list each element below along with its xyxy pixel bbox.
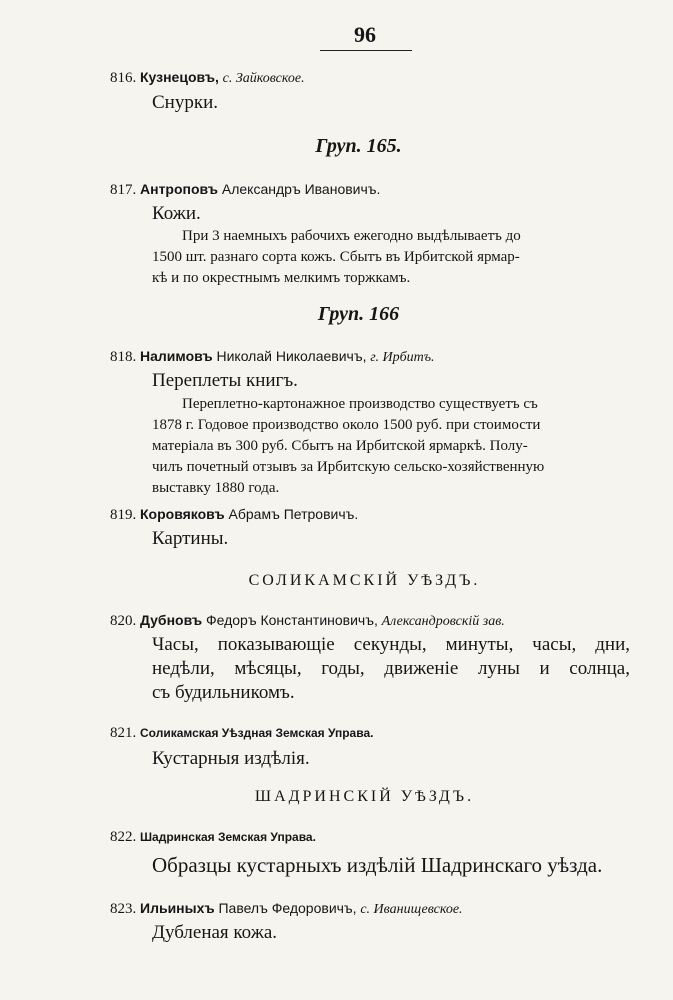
exhibitor-place: г. Ирбитъ. bbox=[370, 350, 435, 365]
entry-823-item: Дубленая кожа. bbox=[152, 922, 278, 943]
entry-816-header: 816. Кузнецовъ, с. Зайковское. bbox=[110, 69, 305, 86]
entry-818-item: Переплеты книгъ. bbox=[152, 370, 298, 391]
exhibitor-name: Коровяковъ bbox=[140, 506, 225, 522]
exhibitor-name: Кузнецовъ, bbox=[140, 69, 219, 85]
entry-819-item: Картины. bbox=[152, 528, 229, 549]
entry-818-header: 818. Налимовъ Николай Николаевичъ, г. Ирбитъ. bbox=[110, 348, 435, 365]
entry-822-item: Образцы кустарныхъ издѣлій Шадринскаго уѣзда. bbox=[152, 853, 603, 877]
exhibitor-name: Дубновъ bbox=[140, 612, 203, 628]
exhibitor-place: с. Иванищевское. bbox=[360, 902, 463, 917]
entry-818-description: Переплетно-картонажное производство существуетъ съ 1878 г. Годовое производство около 1500 руб. при стоимости матеріала въ 300 руб. Сбытъ на Ирбитской ярмаркѣ. Полу- чилъ почетный отзывъ за Ирбитскую сельско-хозяйственную выставку 1880 года. bbox=[152, 396, 545, 496]
entry-822-header: 822. Шадринская Земская Управа. bbox=[110, 829, 316, 845]
entry-817-header: 817. Антроповъ Александръ Ивановичъ. bbox=[110, 181, 381, 198]
entry-821-header: 821. Соликамская Уѣздная Земская Управа. bbox=[110, 725, 374, 741]
entry-820-header: 820. Дубновъ Федоръ Константиновичъ, Александровскій зав. bbox=[110, 612, 505, 629]
entry-819-header: 819. Коровяковъ Абрамъ Петровичъ. bbox=[110, 506, 359, 523]
exhibitor-name: Налимовъ bbox=[140, 348, 213, 364]
district-heading-solikamsk: СОЛИКАМСКІЙ УѢЗДЪ. bbox=[248, 572, 481, 589]
exhibitor-place: с. Зайковское. bbox=[222, 71, 305, 86]
page-number-rule bbox=[320, 50, 412, 51]
exhibitor-organization: Шадринская Земская Управа. bbox=[140, 830, 316, 844]
page-number: 96 bbox=[354, 22, 376, 47]
entry-816-item: Снурки. bbox=[152, 92, 218, 113]
entry-817-item: Кожи. bbox=[152, 203, 201, 224]
entry-820-item: Часы, показывающіе секунды, минуты, часы, дни, недѣли, мѣсяцы, годы, движеніе луны и солнца, съ будильникомъ. bbox=[152, 634, 630, 703]
district-heading-shadrinsk: ШАДРИНСКІЙ УѢЗДЪ. bbox=[254, 788, 475, 805]
exhibitor-place: Александровскій зав. bbox=[381, 614, 505, 629]
exhibitor-name: Ильиныхъ bbox=[140, 900, 215, 916]
entry-823-header: 823. Ильиныхъ Павелъ Федоровичъ, с. Иванищевское. bbox=[110, 900, 463, 917]
entry-817-description: При 3 наемныхъ рабочихъ ежегодно выдѣлываетъ до 1500 шт. разнаго сорта кожъ. Сбытъ въ Ирбитской ярмар- кѣ и по окрестнымъ мелкимъ торжкамъ. bbox=[152, 228, 521, 286]
group-heading-165: Груп. 165. bbox=[315, 135, 402, 157]
entry-821-item: Кустарныя издѣлія. bbox=[152, 748, 310, 769]
exhibitor-organization: Соликамская Уѣздная Земская Управа. bbox=[140, 726, 374, 740]
exhibitor-name: Антроповъ bbox=[140, 181, 218, 197]
group-heading-166: Груп. 166 bbox=[317, 303, 400, 325]
